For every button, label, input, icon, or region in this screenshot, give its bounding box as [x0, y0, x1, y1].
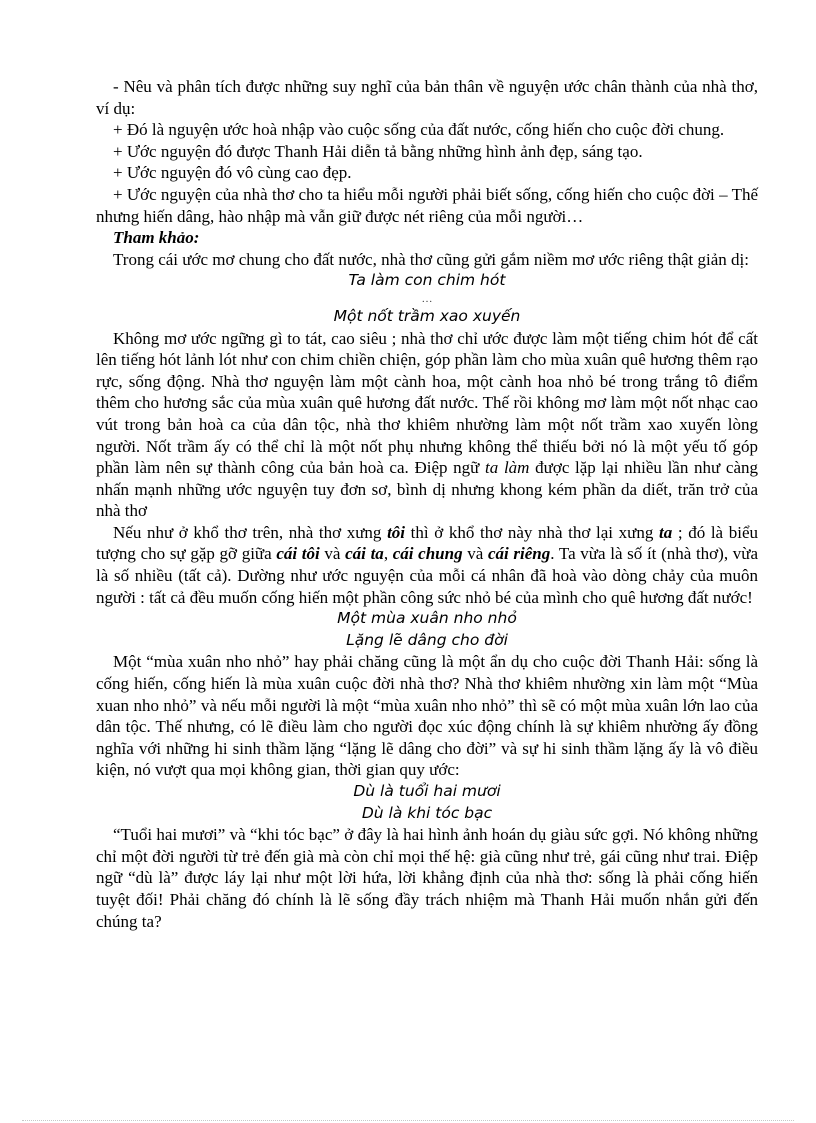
bullet-item: + Ước nguyện đó vô cùng cao đẹp.	[113, 163, 352, 183]
page-bottom-divider	[22, 1120, 794, 1121]
body-paragraph	[96, 522, 758, 608]
keyword: tôi	[387, 522, 406, 542]
verse-line: Dù là tuổi hai mươi	[353, 782, 501, 800]
text-run: . Ta vừa là số ít (nhà thơ), vừa là số nhiều (tất cả). Dường như ước nguyện của mỗi cá nhân đã hoà vào dòng chảy của muôn người : tất cả đều muốn cống hiến một phần công sức nhỏ bé của mình cho quê hương đất nước!	[96, 544, 759, 607]
verse-line: Một mùa xuân nho nhỏ	[337, 609, 517, 628]
keyword: cái tôi	[276, 544, 320, 564]
bullet-item: + Ước nguyện đó được Thanh Hải diễn tả bằng những hình ảnh đẹp, sáng tạo.	[113, 141, 643, 161]
verse-line: Ta làm con chim hót	[348, 271, 506, 290]
body-paragraph: Một “mùa xuân nho nhỏ” hay phải chăng cũng là một ẩn dụ cho cuộc đời Thanh Hải: sống là cống hiến, cống hiến là mùa xuân cuộc đời nhà thơ? Nhà thơ khiêm nhường xin làm một “Mùa xuan nho nhỏ” và nếu mỗi người là một “mùa xuân nho nhỏ” thì sẽ có một mùa xuân lớn lao của dân tộc. Thế nhưng, có lẽ điều làm cho người đọc xúc động chính là sự khiêm nhường ấy đồng nghĩa với những hi sinh thầm lặng “lặng lẽ dâng cho đời” và sự hi sinh thầm lặng ấy là vô điều kiện, nó vượt qua mọi không gian, thời gian quy ước:	[96, 652, 758, 780]
text-run: được lặp lại nhiều lần như càng nhấn mạnh những ước nguyện tuy đơn sơ, bình dị nhưng khong kém phần da diết, trăn trở của nhà thơ	[96, 458, 758, 521]
bullet-item: + Đó là nguyện ước hoà nhập vào cuộc sống của đất nước, cống hiến cho cuộc đời chung.	[113, 120, 725, 140]
text-run: ,	[383, 544, 393, 564]
verse-line: Một nốt trầm xao xuyến	[333, 306, 521, 325]
text-run: Không mơ ước ngững gì to tát, cao siêu ; nhà thơ chỉ ước được làm một tiếng chim hót để cất lên tiếng hót lảnh lót như con chim chiền chiện, góp phần làm cho mùa xuân quê hương thêm rạo rực, sống động. Nhà thơ nguyện làm một cành hoa, một cành hoa nhỏ bé trong trắng tô điểm thêm cho hương sắc của mùa xuân quê hương đất nước. Thế rồi không mơ làm một nốt nhạc cao vút trong bản hoà ca của dân tộc, nhà thơ khiêm nhường làm một nốt trầm xao xuyến lòng người. Nốt trầm ấy có thể chỉ là một nốt phụ nhưng không thể thiếu bởi nó là một yếu tố góp phần làm nên sự thành công của bản hoà ca. Điệp ngữ	[96, 328, 758, 478]
verse-line: Dù là khi tóc bạc	[361, 803, 493, 822]
keyword: ta	[658, 522, 673, 542]
verse-line: Lặng lẽ dâng cho đời	[346, 630, 508, 649]
document-page	[96, 76, 758, 932]
keyword: cái chung	[392, 544, 463, 564]
body-paragraph: Trong cái ước mơ chung cho đất nước, nhà thơ cũng gửi gắm niềm mơ ước riêng thật giản dị:	[113, 249, 749, 269]
bullet-item: + Ước nguyện của nhà thơ cho ta hiểu mỗi người phải biết sống, cống hiến cho cuộc đời – Thế nhưng hiến dâng, hào nhập mà vẫn giữ được nét riêng của mỗi người…	[96, 184, 758, 226]
body-paragraph: “Tuổi hai mươi” và “khi tóc bạc” ở đây là hai hình ảnh hoán dụ giàu sức gợi. Nó không những chỉ một đời người từ trẻ đến già mà còn chỉ mọi thế hệ: già cũng như trẻ, gái cũng như trai. Điệp ngữ “dù là” được láy lại như một lời hứa, lời khẳng định của nhà thơ: sống là phải cống hiến tuyệt đối! Phải chăng đó chính là lẽ sống đầy trách nhiệm mà Thanh Hải muốn nhắn gửi đến chúng ta?	[96, 825, 758, 931]
emphasis-text: ta làm	[485, 458, 530, 478]
verse-ellipsis: …	[421, 292, 433, 305]
text-run: ; đó là biểu tượng cho sự gặp gỡ giữa	[96, 522, 758, 564]
section-heading: Tham khảo:	[113, 228, 200, 248]
text-run: và	[319, 544, 346, 564]
keyword: cái ta	[345, 544, 384, 564]
text-run: Nếu như ở khổ thơ trên, nhà thơ xưng	[113, 522, 388, 542]
text-run: thì ở khổ thơ này nhà thơ lại xưng	[405, 522, 659, 542]
text-run: và	[462, 544, 488, 564]
body-paragraph	[96, 328, 758, 522]
intro-paragraph: - Nêu và phân tích được những suy nghĩ của bản thân về nguyện ước chân thành của nhà thơ, ví dụ:	[96, 77, 758, 118]
keyword: cái riêng	[487, 544, 551, 564]
